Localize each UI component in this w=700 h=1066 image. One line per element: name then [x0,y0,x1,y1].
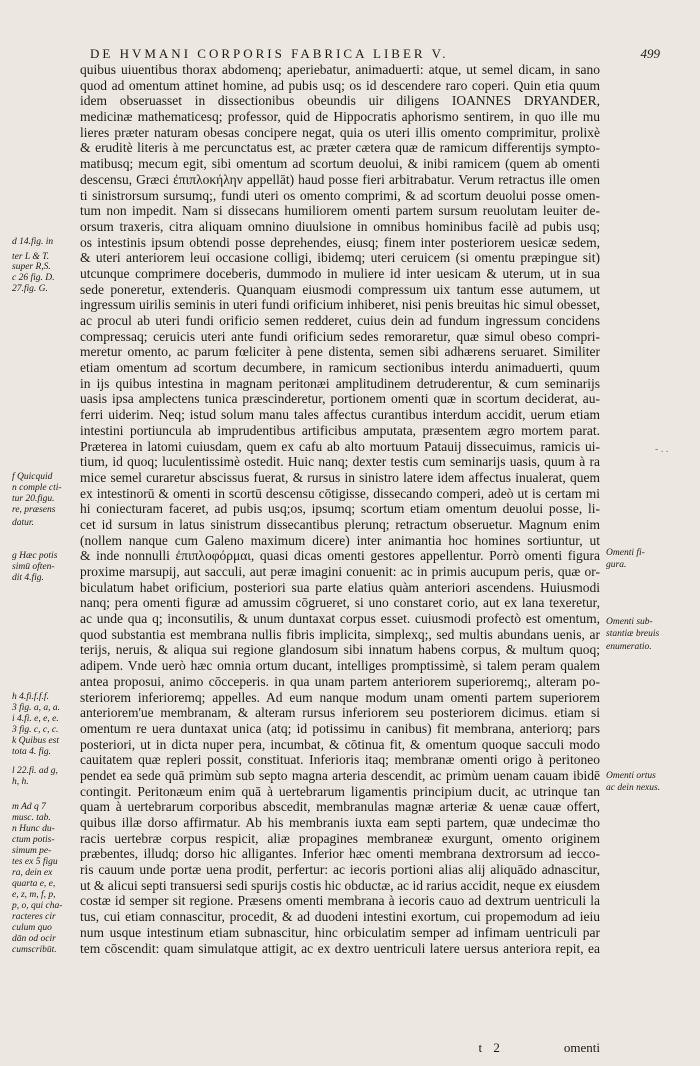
marginal-note: cumscribūt. [12,944,57,955]
text-line: compressaq; ceruicis uteri ante fundi orificium sedes remoraretur, quæ simul obeso compri- [80,328,600,344]
margin-smudge: - . . [655,444,669,455]
text-line: descensu, Græci ἐπιπλοκήλην appellāt) haud posse fieri arbitrabatur. Verum retractus ille omen [80,171,600,187]
text-line: ris cauum unde portæ uena prodit, perfertur: ac iecoris portioni alias alij aliquādo adnascitur, [80,862,600,878]
marginal-note: h, h. [12,776,29,787]
marginal-note: re, præsens [12,505,56,516]
running-title: DE HVMANI CORPORIS FABRICA LIBER V. [90,46,449,61]
text-line: tum non impedit. Nam si dissecans humiliorem omenti partem sursum reuolutam leuiter de- [80,203,600,219]
text-line: meretur omento, ac parum fœliciter à pene distenta, semen sibi adhærens seruaret. Similiter [80,344,600,360]
page-number: 499 [640,46,660,61]
text-line: adipem. Vnde uerò hæc omnia ortum ducant, intelliges promptissimè, si talem peram qualem [80,658,600,674]
text-line: cauitatem quæ repleri possit, constituat. Inferioris itaq; membranæ omenti origo à peritoneo [80,752,600,768]
text-line: posteriori, ut in dicta nuper pera, incumbat, & cōtinua fit, & omentum quoque sacculi modo [80,736,600,752]
marginal-note: dān od ocir [12,933,56,944]
text-line: quod ad omentum attinet homine, ad pubis usq; os id descendere raro coperi. Quin etia quum [80,77,600,93]
text-line: Præterea in latomi cuiusdam, quem ex cafu ab alto mortuum Patauij dissecuimus, ramicis ui- [80,438,600,454]
marginal-note: gura. [606,560,627,571]
text-line: ti sinistrorsum sursumq;, fundi uteri os omento comprimi, & ad scortum deuolui posse omen- [80,187,600,203]
text-line: tium, id quoq; luculentissimè ostedit. Huic nanq; dexter testis cum seminarijs uasis, quum à ra [80,454,600,470]
text-line: medicinæ mathematicesq; professor, quid de Hippocratis aphorismo sentirem, in quo ille mu [80,109,600,125]
marginal-note: ctum potis- [12,834,55,845]
marginal-note: ra, dein ex [12,867,53,878]
marginal-note: k Quibus est [12,735,59,746]
marginal-note: culum quo [12,922,52,933]
text-line: biculatum habet orificium, posteriori sua parte elatius quàm anteriori ascendens. Huiusmodi [80,579,600,595]
text-line: os intestinis ipsum obtendi posse deprehendes, eiusq; finem inter posteriorem uesicæ sedem, [80,234,600,250]
text-line: contingit. Peritonæum enim quā à uertebrarum ligamentis principium ducit, ac utrinque tan [80,783,600,799]
marginal-note: stantiæ breuis [606,629,660,640]
marginal-note: Omenti sub- [606,616,653,627]
marginal-note: simū often- [12,561,55,572]
text-line: & eruditè literis à me percunctatus est, ac præter cætera quæ de ramicum differentijs sympto- [80,140,600,156]
text-line: & inde nonnulli ἐπιπλοφόρμαι, quasi dicas omenti gestores appellentur. Porrò omenti figura [80,548,600,564]
marginal-note: Omenti fi- [606,547,645,558]
text-line: hi coniecturam faceret, ad pubis usq;os, ipsumq; scortum etiam omentum deuolui posse, li- [80,501,600,517]
marginal-note: f Quicquid [12,472,53,483]
text-line: ac unde qua q; inconsutilis, & unum duntaxat corpus esset. cuiusmodi profectò est omentum, [80,611,600,627]
text-line: sede poneretur, extenderis. Quanquam eiusmodi compressum uix tantum esse autumem, ut [80,281,600,297]
signature-mark: t 2 [478,1040,504,1055]
main-text-block [80,62,600,956]
marginal-note: c 26 fig. D. [12,272,55,283]
text-line: utcunque comprimere doceberis, dummodo in muliere id inter uesicam & uterum, ut in sua [80,265,600,281]
text-line: idem obseruasset in dissectionibus obeundis uir diligens IOANNES DRYANDER, [80,93,600,109]
text-line: mice semel curaretur abscissus fuerat, & rursus in sinistro latere idem affectus inualerat, quem [80,469,600,485]
marginal-note: quarta e, e, [12,878,56,889]
catchword: omenti [563,1040,600,1055]
marginal-note: tur 20.figu. [12,494,55,505]
text-line: terijs, neruis, & aliqua sui regione glandosum sibi innatum habens corpus, & multum quoq; [80,642,600,658]
text-line: quibus illæ dorso affirmatur. Ab his membranis iuxta eam septi partem, quæ undecimæ tho [80,815,600,830]
text-line: ac procul ab uteri fundi orificio semen redderet, cuius dein ad fundum ingressum concidens [80,313,600,328]
marginal-note: datur. [12,517,34,528]
marginal-note: n comple cti- [12,483,62,494]
marginal-note: racteres cir [12,911,56,922]
text-line: orsum traxeris, citra aliquam omnino diuulsione in omnibus hominibus facilè ad pubis usq; [80,218,600,234]
marginal-note: Omenti ortus [606,770,656,781]
text-line: nanq; pera omenti figuræ ad amussim cōgrueret, si uno constaret corio, aut ex lana texeretur, [80,595,600,611]
page-footer [80,1040,600,1056]
text-line: etiam omentum ad scortum decumbere, in ramicum sectionibus interdu animaduerti, quum [80,360,600,376]
running-header [90,46,660,62]
text-line: in ijs quibus intestina in magnam peritonæi amplitudinem detruderentur, & cum seminarijs [80,375,600,391]
text-line: ut & alicui septi transuersi sedi spurijs costis hic obductæ, ac id rarius accidit, neque ex eiusdem [80,877,600,893]
text-line: ex intestinorū & omenti in scortū descensu cōtigisse, dissecando comperi, adeò ut is certam mi [80,485,600,501]
text-line: cet id sursum in latus sinistrum dissecantibus plerunq; retractum obseruetur. Magnum enim [80,516,600,532]
marginal-note: h 4.fi.f.f.f. [12,692,49,702]
marginal-note: d 14.fig. in [12,236,54,247]
marginal-note: dit 4.fig. [12,572,44,583]
text-line: matibusq; mecum egit, sibi omentum ad scortum deuolui, & inibi ramicem (quem ab omenti [80,156,600,172]
text-line: omentum re uera duntaxat unica (atq; id potissimu in canibus) fit membrana, anteriorq; pars [80,720,600,736]
text-line: (nollem nanque cum Galeno maximum dicere) inter animantia hoc homines sortiuntur, ut [80,532,600,548]
marginal-note: g Hæc potis [12,550,58,561]
marginal-note: 3 fig. c, c, c. [12,724,59,735]
text-line: quibus uiuentibus thorax abdomenq; aperiebatur, animaduerti: atque, ut semel dicam, in sano [80,62,600,77]
text-line: tus, cui etiam connascitur, procedit, & ad duodeni intestini exortum, cui propemodum ad ieiu [80,909,600,925]
text-line: num usque intestinum etiam subnascitur, hinc orbiculatim semper ad infimam uentriculi par [80,924,600,940]
marginal-note: 27.fig. G. [12,283,48,294]
marginal-note: n Hunc du- [12,823,55,834]
text-line: ferri uiderim. Neq; istud solum manu tales affectus curantibus interdum accidit, uerum etiam [80,407,600,423]
marginal-note: musc. tab. [12,812,51,823]
marginal-note: i 4.fi. e, e, e. [12,713,59,724]
text-line: costæ id semper sit regione. Præsens omenti membrana à iecoris cauo ad dextrum uentriculi la [80,893,600,909]
text-line: tem cōscendit: quam simulatque attigit, ac ex dextro uentriculi latere uersus anteriora repit, ea [80,940,600,956]
marginal-note: enumeratio. [606,641,652,652]
text-line: lieres præter naturam obesas concipere negat, quia os uteri illis omento comprimitur, prolixè [80,124,600,140]
marginal-note: e, z, m, f, p, [12,889,56,900]
text-line: & uteri anteriorem leui occasione colligi, ibidemq; uteri ceruicem (si omentu præpingue sit) [80,250,600,266]
marginal-note: super R,S. [12,261,51,272]
text-line: antea proposui, animo cōcceperis. in qua unam partem anteriorem superioremq;, alteram po- [80,673,600,689]
marginal-note: simum pe- [12,845,52,856]
text-line: quod substantia est membrana nullis fibris implicita, simplexq;, sed multis abundans uenis, ar [80,626,600,642]
marginal-note: m Ad q 7 [12,801,46,812]
text-line: steriorem inferioremq; appelles. Ad eum nanque modum unam omenti partem superiorem [80,689,600,705]
text-line: proxime marsupij, aut sacculi, aut peræ imagini conuenit: ac in primis aucupum peris, quæ or- [80,564,600,579]
text-line: ingressum uirilis seminis in uteri fundi orificium inhiberet, nisi penis breuitas hic simul obesset, [80,297,600,313]
marginal-note: tes ex 5 figu [12,856,58,867]
text-line: anteriorem'ue membranam, & alteram rursus inferiorem seu posteriorem dicimus. etiam si [80,705,600,721]
marginal-note: tota 4. fig. [12,746,52,757]
marginal-note: ac dein nexus. [606,783,661,794]
marginal-note: p, o, qui cha- [12,900,63,911]
text-line: quam à uertebrarum corporibus abscedit, membranulas magnæ arteriæ & uenæ cauæ offert, [80,799,600,815]
text-line: intestini portiuncula ab imprudentibus artificibus amputata, præsentem ægro mortem parat. [80,422,600,438]
marginal-note: l 22.fi. ad g, [12,765,58,776]
text-line: uasis ipsa amplectens tunica præscinderetur, portionem omenti quæ in scortum deciderat, au- [80,391,600,407]
marginal-note: ter L & T. [12,252,50,263]
text-line: pendet ea sede quā primùm sub septo magna arteria descendit, ac primùm uenam cauam ibidē [80,767,600,783]
marginal-note: 3 fig. a, a, a. [12,702,61,713]
text-line: racis uertebræ corpus respicit, aliæ propagines membraneæ exurgunt, omento originem [80,830,600,846]
text-line: præbentes, illudq; dorso hic alligantes. Inferior hæc omenti membrana dextrorsum ad iecco- [80,846,600,862]
